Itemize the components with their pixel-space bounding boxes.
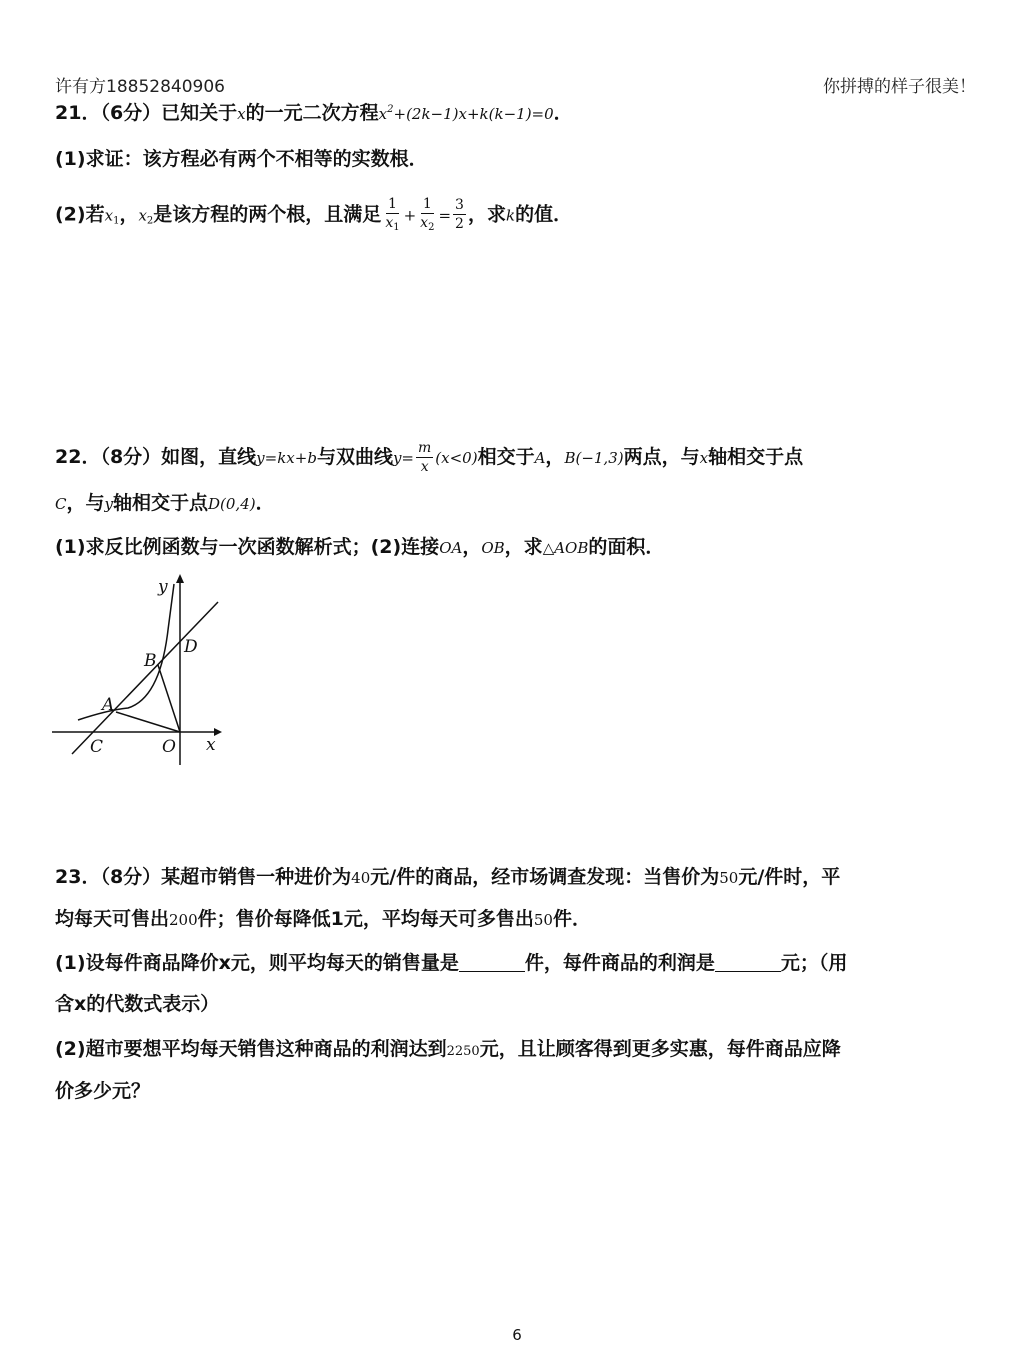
fraction-1-over-x2: $\frac{1}{x_2}$	[420, 196, 435, 234]
q23-stem-line1: 23．（8分）某超市销售一种进价为40元/件的商品，经市场调查发现：当售价为50元/件时，平	[55, 866, 841, 888]
header-contact: 许有方18852840906	[55, 77, 225, 97]
q21-stem: 21．（6分）已知关于x的一元二次方程$x^2+(2k-1)x+k(k-1)=0$．	[55, 102, 573, 124]
q21-equation: $x^2+(2k-1)x+k(k-1)=0$	[378, 104, 554, 123]
hyperbola-curve	[78, 584, 174, 720]
segment-oa	[116, 712, 180, 732]
y-axis-arrow	[176, 574, 184, 583]
q22-stem-line2: C，与y轴相交于点D(0,4)．	[55, 492, 275, 514]
label-d: D	[184, 637, 198, 657]
q22-parts: (1)求反比例函数与一次函数解析式；(2)连接OA，OB，求△AOB的面积．	[55, 536, 665, 558]
q22-stem-line1: 22．（8分）如图，直线y=kx+b与双曲线y= $\frac{m}{x}$ (x<0)相交于A，B(−1,3)两点，与x轴相交于点	[55, 440, 804, 476]
q22-figure	[48, 570, 228, 770]
page-number: 6	[512, 1326, 522, 1344]
line-kx-plus-b	[72, 602, 218, 754]
label-b: B	[144, 651, 157, 671]
segment-ob	[158, 665, 180, 732]
q23-part2: (2)超市要想平均每天销售这种商品的利润达到2250元，且让顾客得到更多实惠，每件商品应降	[55, 1038, 841, 1060]
q21-part1: (1)求证：该方程必有两个不相等的实数根．	[55, 148, 428, 170]
label-o: O	[162, 737, 176, 757]
header-motto: 你拼搏的样子很美！	[823, 77, 976, 97]
answer-blank-quantity[interactable]	[459, 953, 525, 972]
label-y: y	[158, 577, 168, 597]
q23-part1: (1)设每件商品降价x元，则平均每天的销售量是 件，每件商品的利润是 元；（用	[55, 952, 848, 974]
answer-blank-profit[interactable]	[715, 953, 781, 972]
label-a: A	[102, 695, 115, 715]
fraction-3-over-2: $\frac{3}{2}$	[455, 197, 464, 233]
q21-part2: (2)若$x_1$，$x_2$是该方程的两个根，且满足 $\frac{1}{x_1}$ + $\frac{1}{x_2}$ = $\frac{3}{2}$ ，求k的值．	[55, 196, 573, 234]
q23-stem-line2: 均每天可售出200件；售价每降低1元，平均每天可多售出50件．	[55, 908, 591, 930]
q23-part1-note: 含x的代数式表示）	[55, 993, 220, 1015]
label-c: C	[90, 737, 104, 757]
q23-part2-cont: 价多少元？	[55, 1080, 151, 1102]
fraction-1-over-x1: $\frac{1}{x_1}$	[385, 196, 400, 234]
label-x: x	[206, 735, 216, 755]
fraction-m-over-x: $\frac{m}{x}$	[418, 440, 432, 476]
